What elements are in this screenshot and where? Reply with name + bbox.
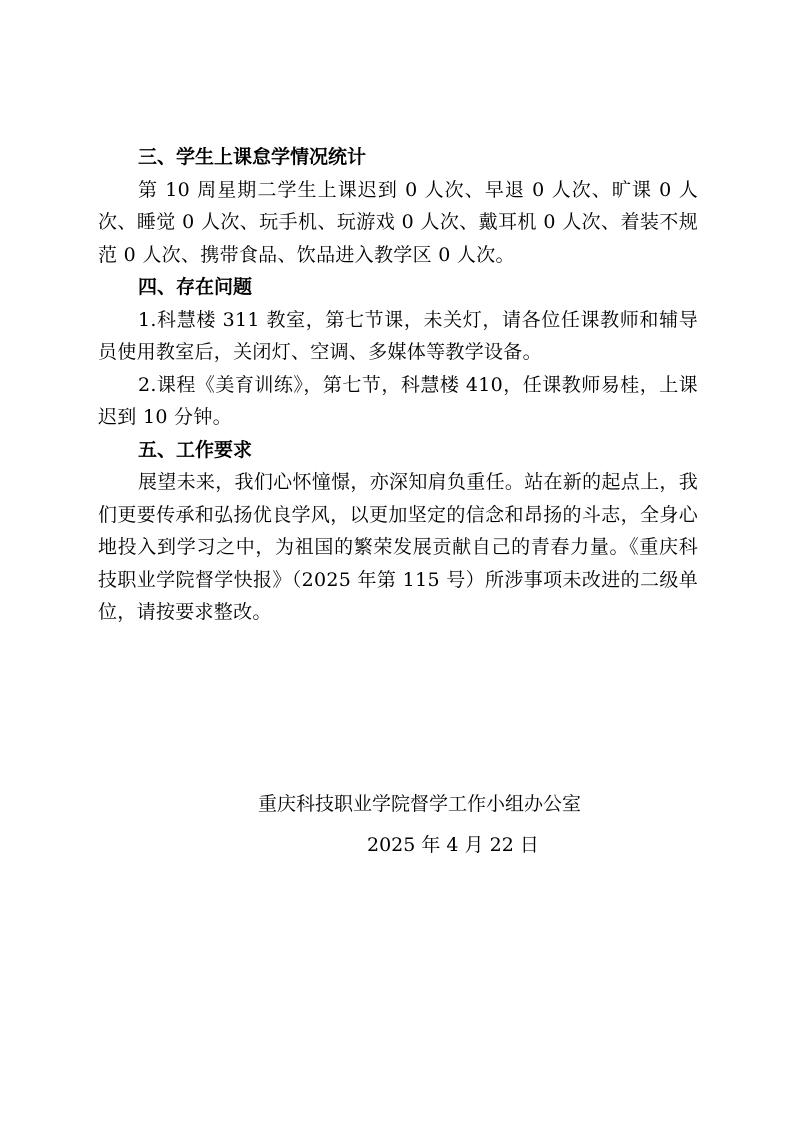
signature-date: 2025 年 4 月 22 日: [367, 834, 539, 856]
requirements-paragraph: 展望未来，我们心怀憧憬，亦深知肩负重任。站在新的起点上，我们更要传承和弘扬优良学风，以更加坚定的信念和昂扬的斗志，全身心地投入到学习之中，为祖国的繁荣发展贡献自己的青春力量。《重庆科技职业学院督学快报》（2025 年第 115 号）所涉事项未改进的二级单位，请按要求整改。: [98, 471, 698, 623]
section-heading-attendance: 三、学生上课怠学情况统计: [138, 146, 367, 168]
document-body: [98, 141, 698, 629]
signature-organization: 重庆科技职业学院督学工作小组办公室: [258, 793, 582, 815]
section-heading-requirements: 五、工作要求: [138, 438, 253, 461]
section-heading-issues: 四、存在问题: [138, 276, 253, 298]
issue-item-2: 2.课程《美育训练》，第七节，科慧楼 410，任课教师易桂，上课迟到 10 分钟。: [98, 373, 698, 428]
issue-item-1: 1.科慧楼 311 教室，第七节课，未关灯，请各位任课教师和辅导员使用教室后，关闭灯、空调、多媒体等教学设备。: [98, 308, 698, 363]
attendance-paragraph: 第 10 周星期二学生上课迟到 0 人次、早退 0 人次、旷课 0 人次、睡觉 0 人次、玩手机、玩游戏 0 人次、戴耳机 0 人次、着装不规范 0 人次、携带食品、饮品进入教学区 0 人次。: [98, 178, 698, 266]
